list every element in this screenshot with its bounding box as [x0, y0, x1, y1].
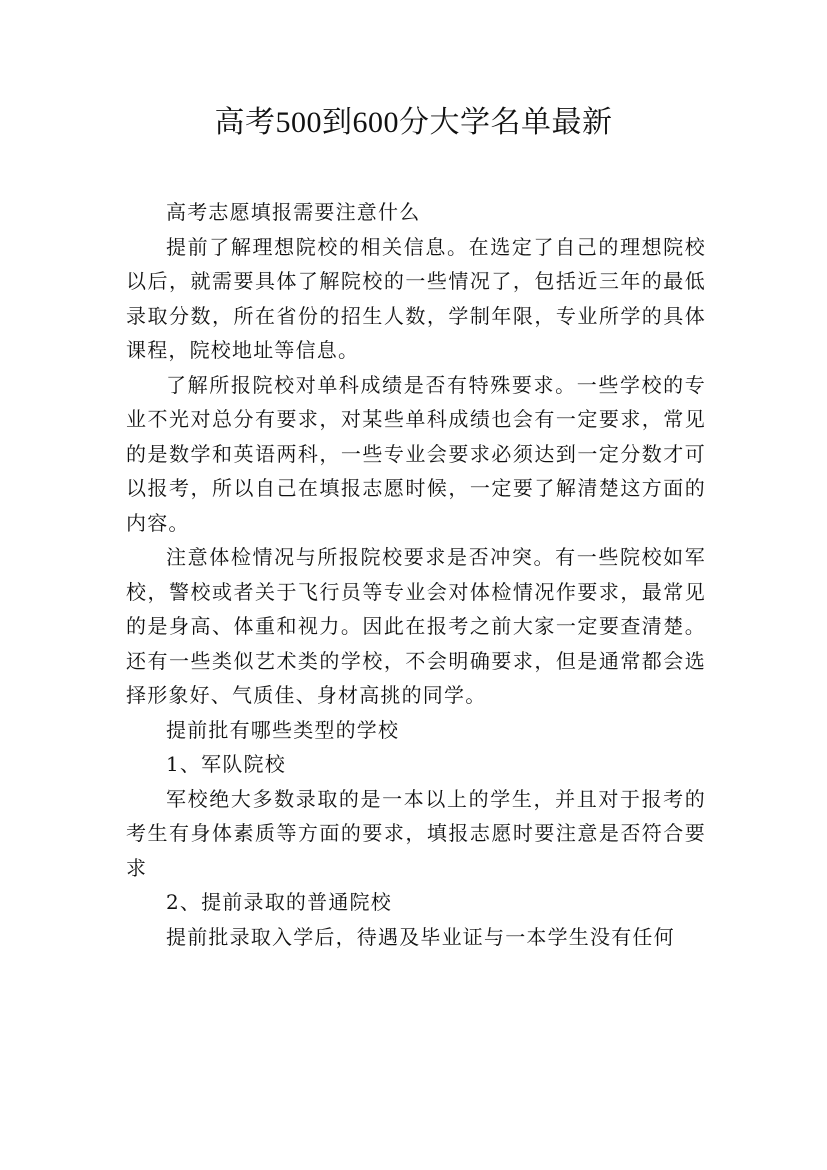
paragraph-learn-school-info: 提前了解理想院校的相关信息。在选定了自己的理想院校以后，就需要具体了解院校的一些情况了，包括近三年的最低录取分数，所在省份的招生人数，学制年限，专业所学的具体课程，院校地址等信息。	[126, 234, 706, 362]
paragraph-single-subject-requirements: 了解所报院校对单科成绩是否有特殊要求。一些学校的专业不光对总分有要求，对某些单科成绩也会有一定要求，常见的是数学和英语两科，一些专业会要求必须达到一定分数才可以报考，所以自己在填报志愿时候，一定要了解清楚这方面的内容。	[126, 372, 706, 535]
section-heading-notes: 高考志愿填报需要注意什么	[166, 200, 421, 224]
paragraph-physical-exam: 注意体检情况与所报院校要求是否冲突。有一些院校如军校，警校或者关于飞行员等专业会对体检情况作要求，最常见的是身高、体重和视力。因此在报考之前大家一定要查清楚。还有一些类似艺术类的学校，不会明确要求，但是通常都会选择形象好、气质佳、身材高挑的同学。	[126, 545, 706, 707]
list-item-early-admission-schools: 2、提前录取的普通院校	[166, 890, 392, 914]
list-item-military-schools: 1、军队院校	[166, 752, 286, 776]
paragraph-early-admission: 提前批录取入学后，待遇及毕业证与一本学生没有任何	[166, 924, 675, 949]
section-heading-early-batch: 提前批有哪些类型的学校	[166, 717, 400, 742]
document-title: 高考500到600分大学名单最新	[214, 106, 613, 139]
document-body	[126, 195, 706, 954]
paragraph-military-schools: 军校绝大多数录取的是一本以上的学生，并且对于报考的考生有身体素质等方面的要求，填报志愿时要注意是否符合要求	[126, 786, 706, 880]
